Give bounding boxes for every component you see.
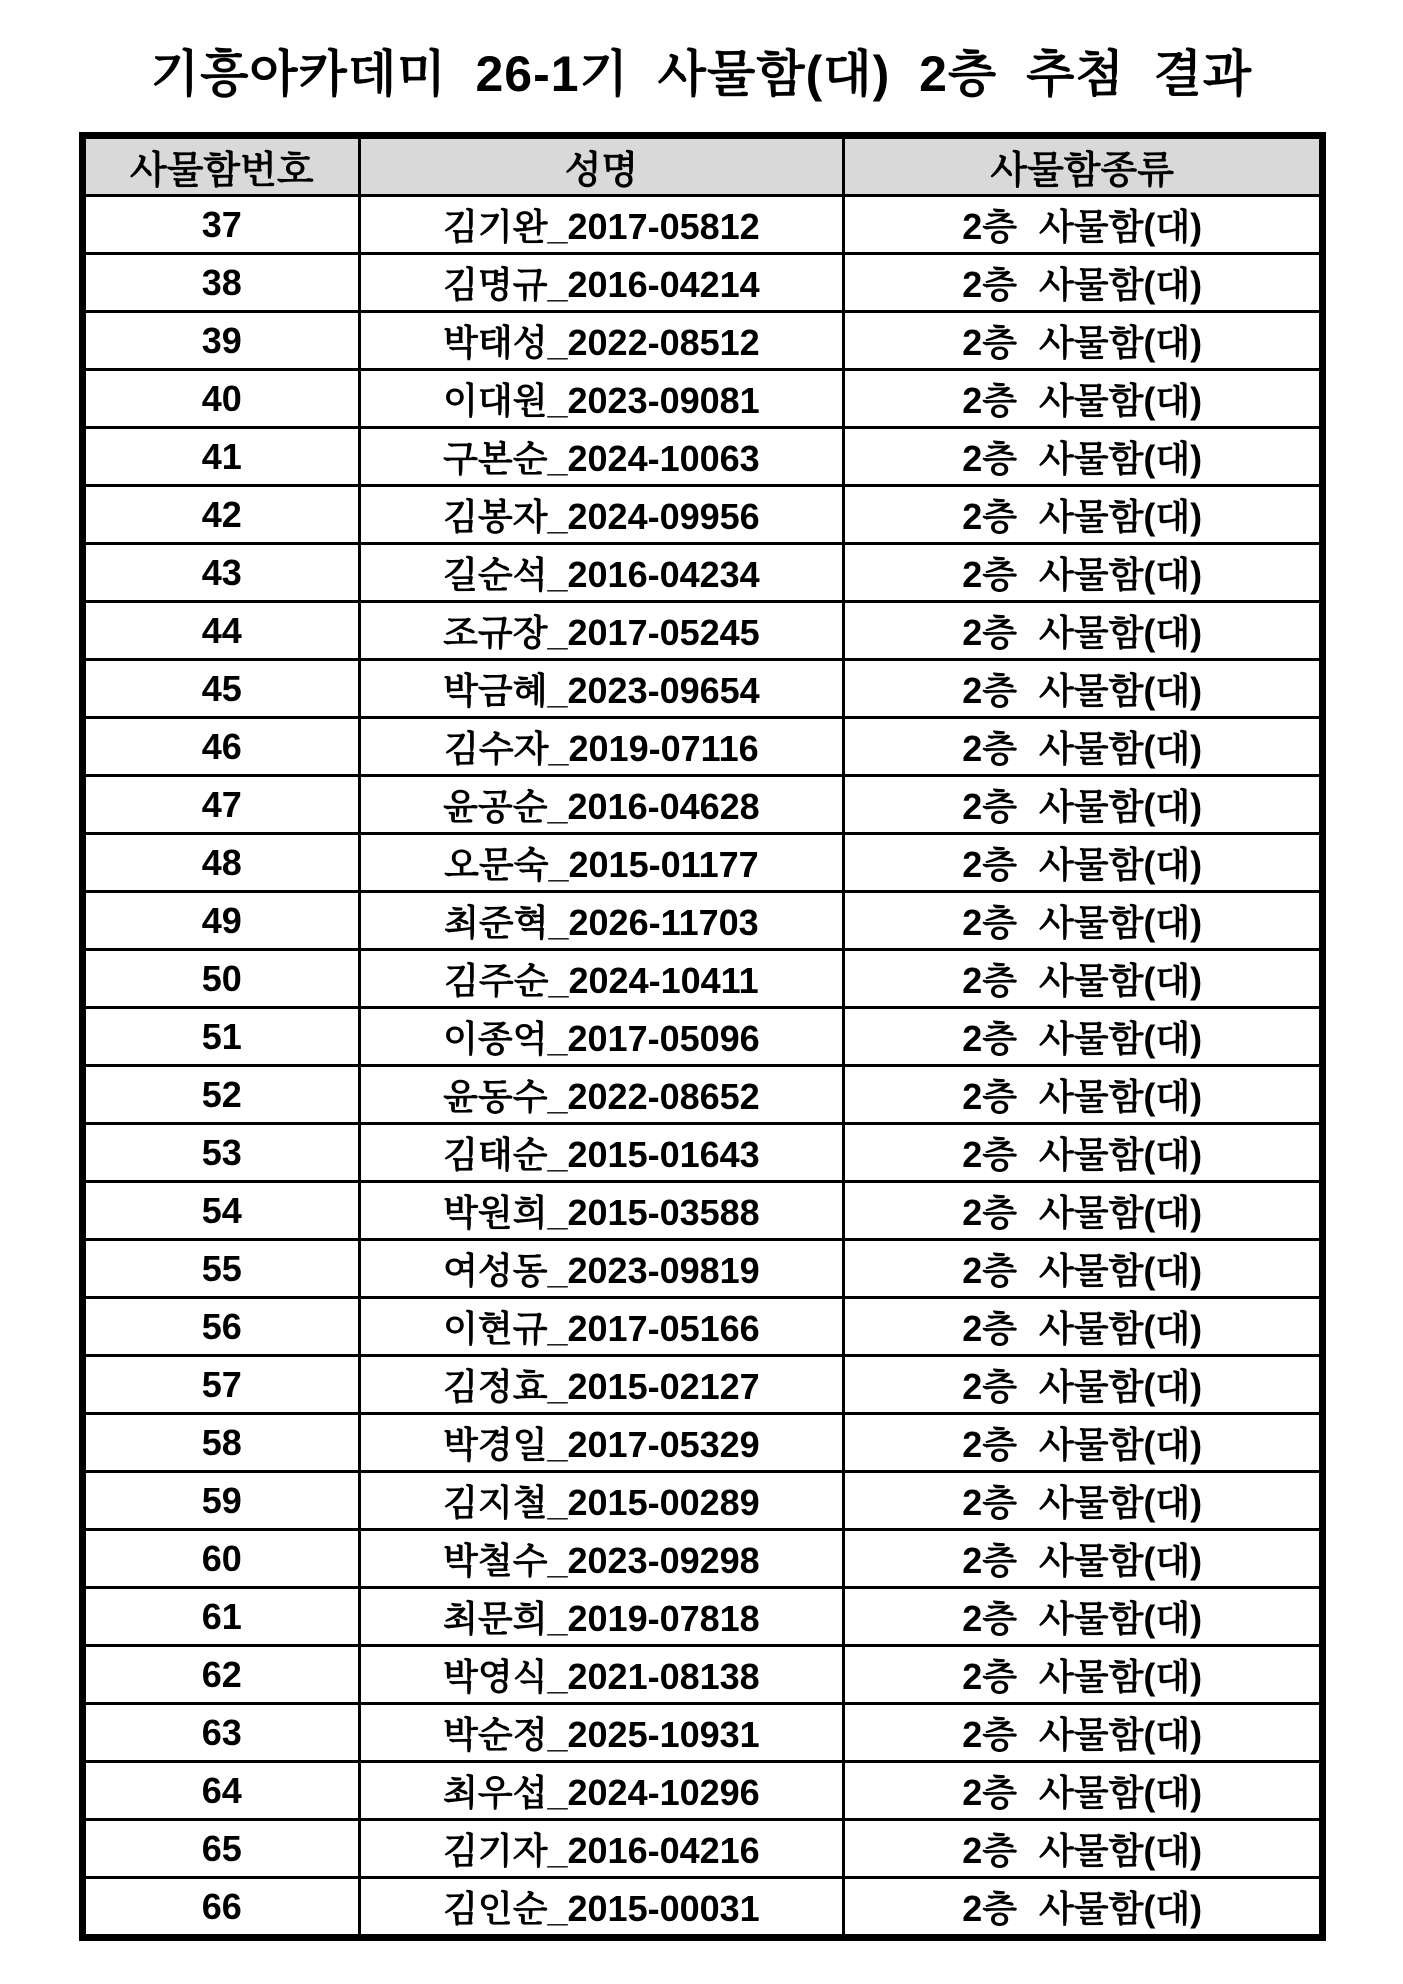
locker-number-cell: 58 — [83, 1414, 360, 1472]
locker-number-cell: 45 — [83, 660, 360, 718]
locker-number-cell: 47 — [83, 776, 360, 834]
locker-type-cell: 2층 사물함(대) — [844, 1530, 1323, 1588]
locker-type-cell: 2층 사물함(대) — [844, 1588, 1323, 1646]
locker-type-cell: 2층 사물함(대) — [844, 1240, 1323, 1298]
locker-type-cell: 2층 사물함(대) — [844, 1182, 1323, 1240]
name-cell: 이대원_2023-09081 — [359, 370, 844, 428]
table-row — [83, 254, 1323, 312]
locker-number-cell: 44 — [83, 602, 360, 660]
table-row — [83, 950, 1323, 1008]
name-cell: 길순석_2016-04234 — [359, 544, 844, 602]
locker-number-cell: 65 — [83, 1820, 360, 1878]
locker-number-cell: 52 — [83, 1066, 360, 1124]
table-row — [83, 1066, 1323, 1124]
locker-number-cell: 37 — [83, 196, 360, 254]
name-cell: 김인순_2015-00031 — [359, 1878, 844, 1938]
name-cell: 조규장_2017-05245 — [359, 602, 844, 660]
locker-number-cell: 64 — [83, 1762, 360, 1820]
header-cell-name: 성명 — [359, 136, 844, 196]
table-row — [83, 1008, 1323, 1066]
name-cell: 김정효_2015-02127 — [359, 1356, 844, 1414]
locker-number-cell: 48 — [83, 834, 360, 892]
table-row — [83, 370, 1323, 428]
name-cell: 윤공순_2016-04628 — [359, 776, 844, 834]
table-row — [83, 776, 1323, 834]
name-cell: 구본순_2024-10063 — [359, 428, 844, 486]
table-row — [83, 1878, 1323, 1938]
name-cell: 김지철_2015-00289 — [359, 1472, 844, 1530]
name-cell: 박경일_2017-05329 — [359, 1414, 844, 1472]
table-row — [83, 544, 1323, 602]
table-row — [83, 196, 1323, 254]
name-cell: 최문희_2019-07818 — [359, 1588, 844, 1646]
locker-type-cell: 2층 사물함(대) — [844, 950, 1323, 1008]
name-cell: 김봉자_2024-09956 — [359, 486, 844, 544]
locker-number-cell: 39 — [83, 312, 360, 370]
name-cell: 김기자_2016-04216 — [359, 1820, 844, 1878]
locker-type-cell: 2층 사물함(대) — [844, 718, 1323, 776]
locker-type-cell: 2층 사물함(대) — [844, 602, 1323, 660]
locker-type-cell: 2층 사물함(대) — [844, 196, 1323, 254]
locker-type-cell: 2층 사물함(대) — [844, 660, 1323, 718]
locker-table — [79, 132, 1326, 1941]
name-cell: 이종억_2017-05096 — [359, 1008, 844, 1066]
table-row — [83, 1356, 1323, 1414]
table-row — [83, 1588, 1323, 1646]
table-row — [83, 834, 1323, 892]
locker-number-cell: 57 — [83, 1356, 360, 1414]
locker-type-cell: 2층 사물함(대) — [844, 1646, 1323, 1704]
locker-number-cell: 38 — [83, 254, 360, 312]
locker-type-cell: 2층 사물함(대) — [844, 1124, 1323, 1182]
header-cell-locker-number: 사물함번호 — [83, 136, 360, 196]
locker-type-cell: 2층 사물함(대) — [844, 776, 1323, 834]
locker-number-cell: 61 — [83, 1588, 360, 1646]
name-cell: 박영식_2021-08138 — [359, 1646, 844, 1704]
name-cell: 최준혁_2026-11703 — [359, 892, 844, 950]
locker-number-cell: 54 — [83, 1182, 360, 1240]
table-row — [83, 1472, 1323, 1530]
table-row — [83, 1762, 1323, 1820]
locker-type-cell: 2층 사물함(대) — [844, 486, 1323, 544]
table-row — [83, 486, 1323, 544]
table-body — [83, 196, 1323, 1938]
name-cell: 김명규_2016-04214 — [359, 254, 844, 312]
locker-number-cell: 63 — [83, 1704, 360, 1762]
name-cell: 여성동_2023-09819 — [359, 1240, 844, 1298]
name-cell: 최우섭_2024-10296 — [359, 1762, 844, 1820]
locker-type-cell: 2층 사물함(대) — [844, 1704, 1323, 1762]
locker-type-cell: 2층 사물함(대) — [844, 892, 1323, 950]
locker-type-cell: 2층 사물함(대) — [844, 1762, 1323, 1820]
locker-type-cell: 2층 사물함(대) — [844, 428, 1323, 486]
locker-number-cell: 53 — [83, 1124, 360, 1182]
header-cell-locker-type: 사물함종류 — [844, 136, 1323, 196]
locker-type-cell: 2층 사물함(대) — [844, 1298, 1323, 1356]
table-row — [83, 1124, 1323, 1182]
locker-type-cell: 2층 사물함(대) — [844, 254, 1323, 312]
locker-type-cell: 2층 사물함(대) — [844, 1414, 1323, 1472]
table-row — [83, 660, 1323, 718]
locker-number-cell: 43 — [83, 544, 360, 602]
name-cell: 박금혜_2023-09654 — [359, 660, 844, 718]
locker-type-cell: 2층 사물함(대) — [844, 1066, 1323, 1124]
header-row — [83, 136, 1323, 196]
table-row — [83, 1298, 1323, 1356]
table-row — [83, 428, 1323, 486]
locker-type-cell: 2층 사물함(대) — [844, 1356, 1323, 1414]
locker-number-cell: 41 — [83, 428, 360, 486]
locker-type-cell: 2층 사물함(대) — [844, 1878, 1323, 1938]
table-row — [83, 892, 1323, 950]
locker-number-cell: 59 — [83, 1472, 360, 1530]
table-row — [83, 718, 1323, 776]
table-row — [83, 1646, 1323, 1704]
name-cell: 박원희_2015-03588 — [359, 1182, 844, 1240]
locker-number-cell: 62 — [83, 1646, 360, 1704]
locker-type-cell: 2층 사물함(대) — [844, 1820, 1323, 1878]
table-row — [83, 312, 1323, 370]
table-row — [83, 1820, 1323, 1878]
name-cell: 김수자_2019-07116 — [359, 718, 844, 776]
page-title: 기흥아카데미 26-1기 사물함(대) 2층 추첨 결과 — [150, 46, 1253, 102]
name-cell: 김기완_2017-05812 — [359, 196, 844, 254]
name-cell: 오문숙_2015-01177 — [359, 834, 844, 892]
name-cell: 윤동수_2022-08652 — [359, 1066, 844, 1124]
name-cell: 김태순_2015-01643 — [359, 1124, 844, 1182]
locker-number-cell: 40 — [83, 370, 360, 428]
name-cell: 박태성_2022-08512 — [359, 312, 844, 370]
name-cell: 이현규_2017-05166 — [359, 1298, 844, 1356]
locker-type-cell: 2층 사물함(대) — [844, 370, 1323, 428]
locker-number-cell: 55 — [83, 1240, 360, 1298]
locker-number-cell: 46 — [83, 718, 360, 776]
locker-number-cell: 49 — [83, 892, 360, 950]
locker-type-cell: 2층 사물함(대) — [844, 1008, 1323, 1066]
table-row — [83, 1704, 1323, 1762]
table-row — [83, 1182, 1323, 1240]
locker-number-cell: 42 — [83, 486, 360, 544]
locker-number-cell: 66 — [83, 1878, 360, 1938]
locker-number-cell: 51 — [83, 1008, 360, 1066]
table-row — [83, 1530, 1323, 1588]
locker-number-cell: 50 — [83, 950, 360, 1008]
name-cell: 박철수_2023-09298 — [359, 1530, 844, 1588]
locker-type-cell: 2층 사물함(대) — [844, 544, 1323, 602]
locker-type-cell: 2층 사물함(대) — [844, 312, 1323, 370]
name-cell: 박순정_2025-10931 — [359, 1704, 844, 1762]
locker-number-cell: 60 — [83, 1530, 360, 1588]
locker-type-cell: 2층 사물함(대) — [844, 834, 1323, 892]
table-row — [83, 1414, 1323, 1472]
table-row — [83, 602, 1323, 660]
table-row — [83, 1240, 1323, 1298]
name-cell: 김주순_2024-10411 — [359, 950, 844, 1008]
locker-type-cell: 2층 사물함(대) — [844, 1472, 1323, 1530]
locker-number-cell: 56 — [83, 1298, 360, 1356]
